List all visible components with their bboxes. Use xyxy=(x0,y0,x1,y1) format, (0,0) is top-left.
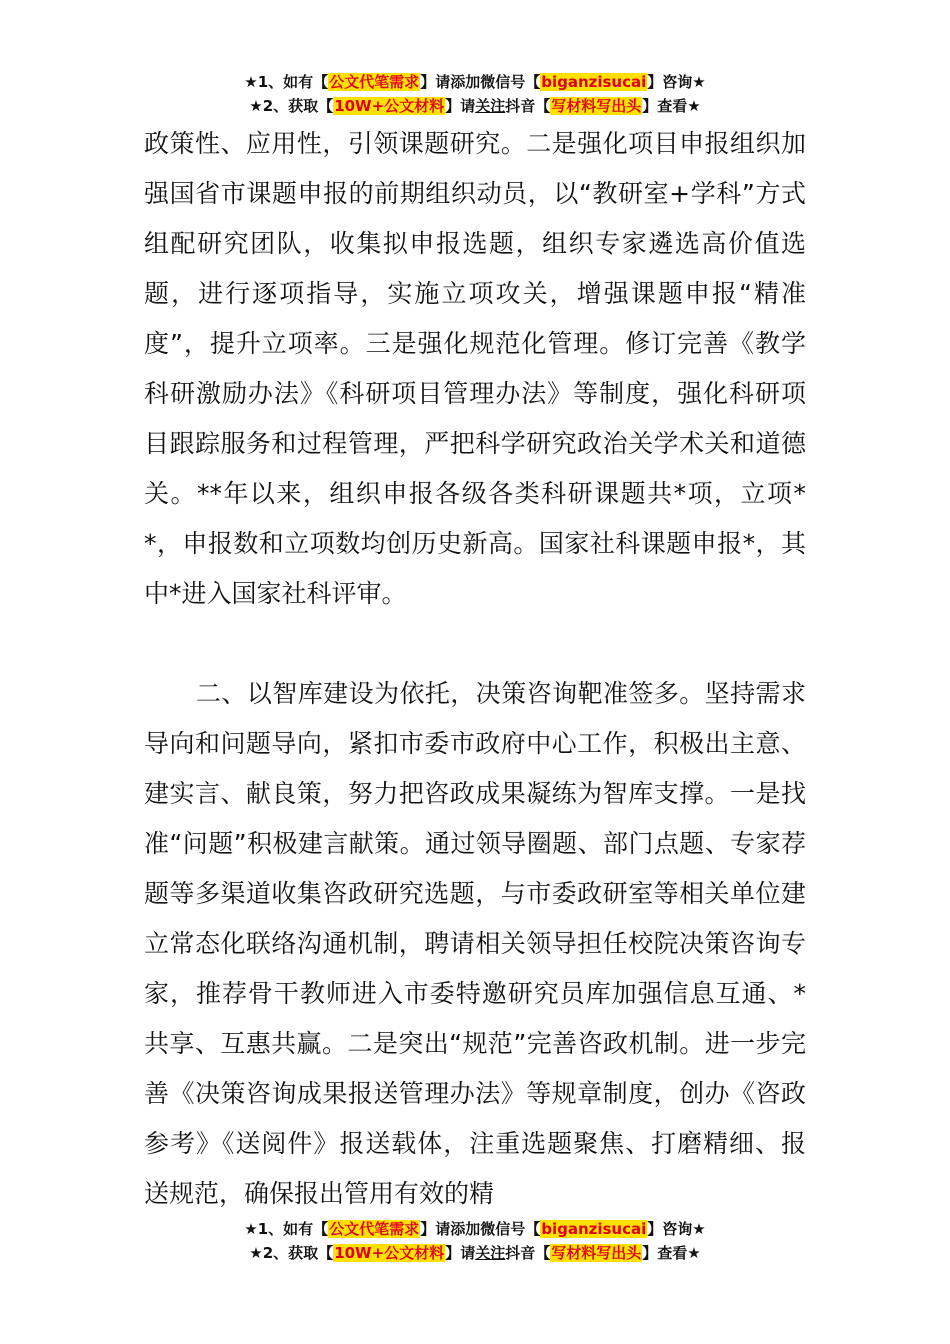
douyin-account-highlight: 写材料写出头 xyxy=(551,1244,642,1262)
banner-highlight: 公文代笔需求 xyxy=(329,73,420,91)
wechat-id-highlight: biganzisucai xyxy=(541,1220,647,1238)
body-paragraph: 政策性、应用性，引领课题研究。二是强化项目申报组织加强国省市课题申报的前期组织动员，以“教研室+学科”方式组配研究团队，收集拟申报选题，组织专家遴选高价值选题，进行逐项指导，实施立项攻关，增强课题申报“精准度”，提升立项率。三是强化规范化管理。修订完善《教学科研激励办法》《科研项目管理办法》等制度，强化科研项目跟踪服务和过程管理，严把科学研究政治关学术关和道德关。**年以来，组织申报各级各类科研课题共*项，立项**，申报数和立项数均创历史新高。国家社科课题申报*，其中*进入国家社科评审。 xyxy=(144,129,806,608)
douyin-account-highlight: 写材料写出头 xyxy=(551,97,642,115)
banner-highlight: 10W+公文材料 xyxy=(334,1244,445,1262)
banner-highlight: 10W+公文材料 xyxy=(334,97,445,115)
follow-text: 关注 xyxy=(475,97,506,115)
banner-line-2: ★2、获取【10W+公文材料】请关注抖音【写材料写出头】查看★ xyxy=(249,97,701,115)
footer-banner xyxy=(0,1217,950,1265)
banner-line-2: ★2、获取【10W+公文材料】请关注抖音【写材料写出头】查看★ xyxy=(249,1244,701,1262)
banner-line-1: ★1、如有【公文代笔需求】请添加微信号【biganzisucai】咨询★ xyxy=(244,73,706,91)
document-body xyxy=(144,119,806,1219)
banner-highlight: 公文代笔需求 xyxy=(329,1220,420,1238)
follow-text: 关注 xyxy=(475,1244,506,1262)
header-banner xyxy=(0,70,950,118)
banner-line-1: ★1、如有【公文代笔需求】请添加微信号【biganzisucai】咨询★ xyxy=(244,1220,706,1238)
wechat-id-highlight: biganzisucai xyxy=(541,73,647,91)
body-paragraph: 二、以智库建设为依托，决策咨询靶准签多。坚持需求导向和问题导向，紧扣市委市政府中心工作，积极出主意、建实言、献良策，努力把咨政成果凝练为智库支撑。一是找准“问题”积极建言献策。通过领导圈题、部门点题、专家荐题等多渠道收集咨政研究选题，与市委政研室等相关单位建立常态化联络沟通机制，聘请相关领导担任校院决策咨询专家，推荐骨干教师进入市委特邀研究员库加强信息互通、*共享、互惠共赢。二是突出“规范”完善咨政机制。进一步完善《决策咨询成果报送管理办法》等规章制度，创办《咨政参考》《送阅件》报送载体，注重选题聚焦、打磨精细、报送规范，确保报出管用有效的精 xyxy=(144,679,806,1208)
